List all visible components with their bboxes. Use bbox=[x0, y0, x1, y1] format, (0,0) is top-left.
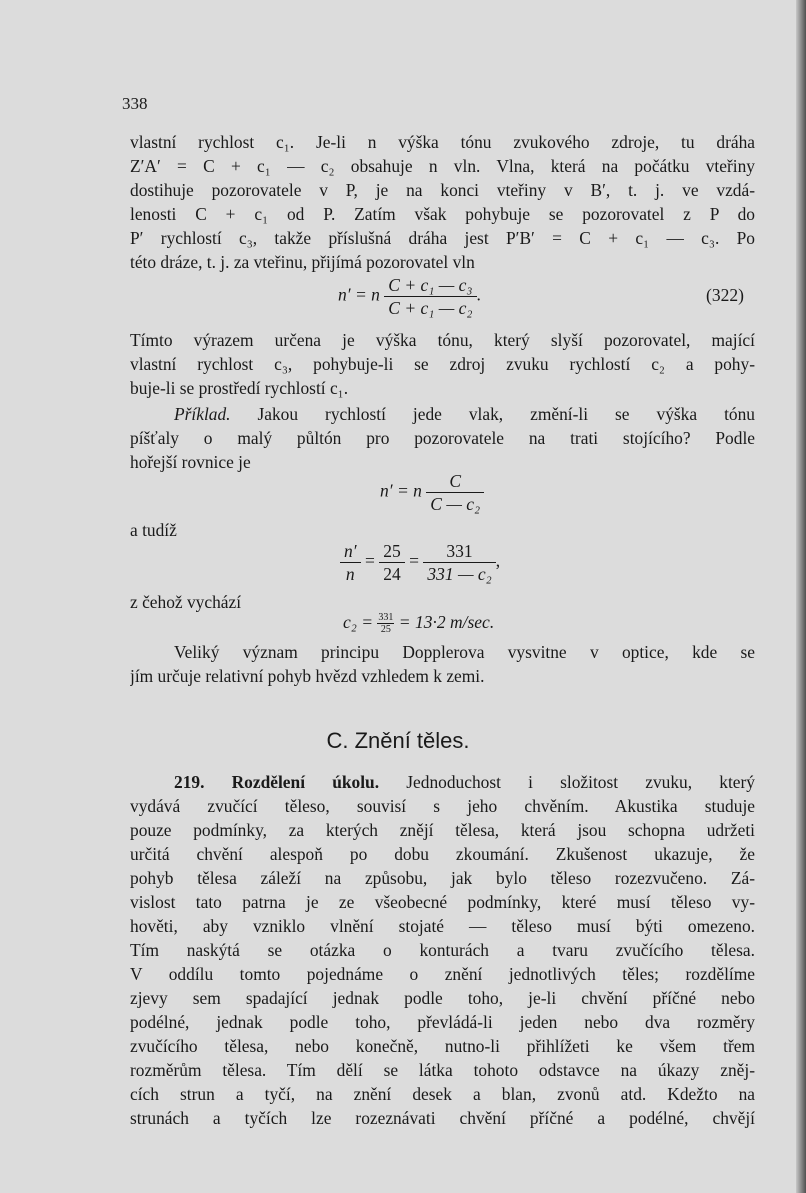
text-line: buje-li se prostředí rychlostí c₁. bbox=[130, 378, 349, 398]
fraction-numerator: 25 bbox=[379, 540, 405, 563]
fraction bbox=[379, 540, 405, 585]
text-line: určitá chvění alespoň po dobu zkoumání. Zkušenost ukazuje, že bbox=[130, 844, 755, 864]
fraction-denominator: n bbox=[345, 564, 355, 584]
label-tudiz: a tudíž bbox=[130, 520, 177, 540]
fraction bbox=[423, 540, 495, 585]
text-line: pohyb tělesa záleží na způsobu, jak bylo těleso rozezvučeno. Zá- bbox=[130, 868, 755, 888]
equation-tail: . bbox=[476, 284, 481, 305]
fraction bbox=[384, 274, 476, 319]
text-line: zvučícího tělesa, nebo konečně, nutno-li přihlížeti ke všem třem bbox=[130, 1036, 755, 1056]
fraction-denominator: 24 bbox=[383, 564, 401, 584]
example-first-line bbox=[130, 402, 755, 426]
text-line: podélné, jednak podle toho, převládá-li jeden nebo dva rozměry bbox=[130, 1012, 755, 1032]
text-line: této dráze, t. j. za vteřinu, přijímá pozorovatel vln bbox=[130, 252, 475, 272]
text-line: zjevy sem spadající jednak podle toho, je-li chvění příčné nebo bbox=[130, 988, 755, 1008]
equals-sign: = bbox=[364, 550, 375, 571]
paragraph-text: Jednoduchost i složitost zvuku, který bbox=[406, 772, 755, 792]
text-line: pouze podmínky, za kterých znějí tělesa, která jsou schopna udržeti bbox=[130, 820, 755, 840]
text-line: P′ rychlostí c₃, takže příslušná dráha jest P′B′ = C + c₁ — c₃. Po bbox=[130, 228, 755, 248]
text-line: hověti, aby vzniklo vlnění stojaté — těleso musí býti omezeno. bbox=[130, 916, 755, 936]
label-cehoz: z čehož vychází bbox=[130, 592, 242, 612]
fraction-numerator: C + c₁ — c₃ bbox=[384, 274, 476, 297]
example-label: Příklad. bbox=[174, 404, 231, 424]
equation-rhs: = 13·2 m/sec. bbox=[398, 612, 495, 632]
equation-3 bbox=[340, 540, 500, 585]
text-line: vlastní rychlost c₃, pohybuje-li se zdroj zvuku rychlostí c₂ a pohy- bbox=[130, 354, 755, 374]
fraction bbox=[426, 470, 484, 515]
equation-lhs: n′ = n bbox=[380, 480, 422, 501]
text-line: vydává zvučící těleso, souvisí s jeho chvěním. Akustika studuje bbox=[130, 796, 755, 816]
paragraph-head: 219. Rozdělení úkolu. bbox=[174, 772, 380, 792]
text-line: vlastní rychlost c₁. Je-li n výška tónu zvukového zdroje, tu dráha bbox=[130, 132, 755, 152]
example-text: Jakou rychlostí jede vlak, změní-li se výška tónu bbox=[257, 404, 755, 424]
equation-4 bbox=[343, 612, 494, 635]
fraction-denominator: C — c₂ bbox=[430, 494, 481, 514]
equation-lhs: n′ = n bbox=[338, 284, 380, 305]
text-line: cích strun a tyčí, na znění desek a blan, zvonů atd. Kdežto na bbox=[130, 1084, 755, 1104]
fraction bbox=[377, 612, 394, 635]
equation-lhs: c₂ = bbox=[343, 612, 374, 632]
fraction-numerator: C bbox=[426, 470, 484, 493]
text-line: rozměrům tělesa. Tím dělí se látka tohoto odstavce na úkazy zněj- bbox=[130, 1060, 755, 1080]
fraction-numerator: 331 bbox=[423, 540, 495, 563]
text-line: lenosti C + c₁ od P. Zatím však pohybuje se pozorovatel z P do bbox=[130, 204, 755, 224]
text-line: Z′A′ = C + c₁ — c₂ obsahuje n vln. Vlna, která na počátku vteřiny bbox=[130, 156, 755, 176]
equation-number: (322) bbox=[706, 285, 744, 305]
text-line: píšťaly o malý půltón pro pozorovatele na trati stojícího? Podle bbox=[130, 428, 755, 448]
page-edge-shadow bbox=[796, 0, 806, 1193]
equation-tail: , bbox=[495, 550, 501, 571]
section-heading: C. Znění těles. bbox=[326, 728, 470, 753]
fraction-denominator: 331 — c₂ bbox=[427, 564, 492, 584]
fraction-denominator: C + c₁ — c₂ bbox=[388, 298, 473, 318]
page-number: 338 bbox=[122, 94, 148, 113]
equation-322 bbox=[338, 274, 481, 319]
text-line: V oddílu tomto pojednáme o znění jednotlivých těles; rozdělíme bbox=[130, 964, 755, 984]
equals-sign: = bbox=[409, 550, 419, 571]
text-line: strunách a tyčích lze rozeznávati chvění příčné a podélné, chvějí bbox=[130, 1108, 755, 1128]
text-line: Tímto výrazem určena je výška tónu, který slyší pozorovatel, mající bbox=[130, 330, 755, 350]
fraction-denominator: 25 bbox=[380, 624, 391, 636]
text-line: dostihuje pozorovatele v P, je na konci vteřiny v B′, t. j. ve vzdá- bbox=[130, 180, 755, 200]
text-line: jím určuje relativní pohyb hvězd vzhledem k zemi. bbox=[130, 666, 485, 686]
text-line: Veliký význam principu Dopplerova vysvitne v optice, kde se bbox=[174, 642, 755, 662]
fraction bbox=[340, 540, 361, 585]
text-line: vislost tato patrna je ze všeobecné podmínky, které musí těleso vy- bbox=[130, 892, 755, 912]
paragraph-head-line bbox=[130, 770, 755, 794]
text-line: Tím naskýtá se otázka o konturách a tvaru zvučícího tělesa. bbox=[130, 940, 755, 960]
fraction-numerator: n′ bbox=[340, 540, 361, 563]
text-line: hořejší rovnice je bbox=[130, 452, 251, 472]
equation-2 bbox=[380, 470, 484, 515]
fraction-numerator: 331 bbox=[378, 612, 394, 624]
